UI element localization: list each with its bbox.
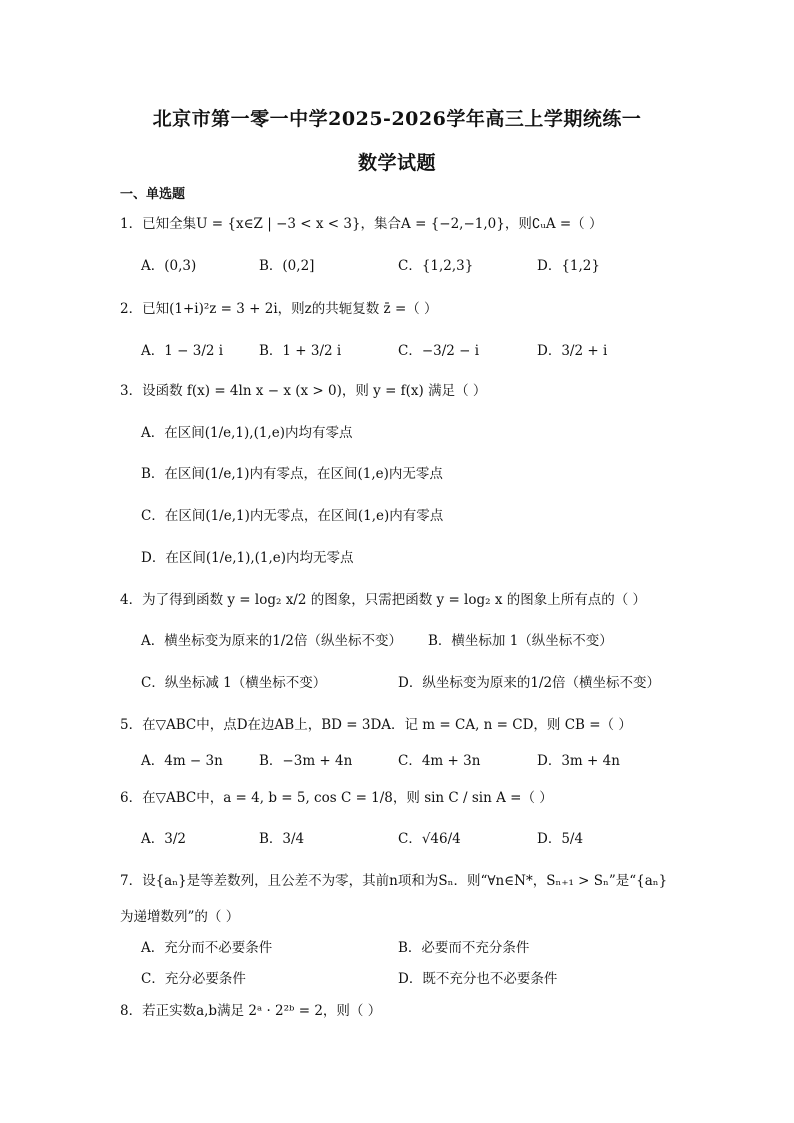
q5-option-c: C．4m + 3n bbox=[398, 753, 481, 769]
q1-option-c: C．{1,2,3} bbox=[398, 258, 474, 274]
question-7-stem-cont: 为递增数列”的（ ） bbox=[120, 909, 240, 925]
q7-option-a: A．充分而不必要条件 bbox=[141, 940, 273, 956]
q2-option-a: A．1 − 3/2 i bbox=[141, 343, 224, 359]
q5-option-a: A．4m − 3n bbox=[141, 753, 223, 769]
q2-option-d: D．3/2 + i bbox=[537, 343, 608, 359]
q5-option-d: D．3m + 4n bbox=[537, 753, 620, 769]
q1-option-a: A．(0,3) bbox=[141, 258, 197, 274]
q5-option-b: B．−3m + 4n bbox=[259, 753, 353, 769]
question-5-stem: 5．在▽ABC中，点D在边AB上，BD = 3DA．记 m = CA, n = CD，则 CB =（ ） bbox=[120, 717, 632, 733]
q3-option-b: B．在区间(1/e,1)内有零点，在区间(1,e)内无零点 bbox=[141, 466, 443, 482]
q7-option-b: B．必要而不充分条件 bbox=[398, 940, 530, 956]
question-8-stem: 8．若正实数a,b满足 2ᵃ · 2²ᵇ = 2，则（ ） bbox=[120, 1003, 382, 1019]
q7-option-d: D．既不充分也不必要条件 bbox=[398, 971, 558, 987]
question-6-stem: 6．在▽ABC中，a = 4, b = 5, cos C = 1/8，则 sin C / sin A =（ ） bbox=[120, 790, 553, 806]
q7-option-c: C．充分必要条件 bbox=[141, 971, 246, 987]
exam-subtitle: 数学试题 bbox=[357, 152, 436, 174]
q4-option-a: A．横坐标变为原来的1/2倍（纵坐标不变） bbox=[141, 633, 402, 649]
question-1-stem: 1．已知全集U = {x∈Z | −3 < x < 3}，集合A = {−2,−1,0}，则∁ᵤA =（ ） bbox=[120, 216, 603, 232]
q1-option-d: D．{1,2} bbox=[537, 258, 600, 274]
question-2-stem: 2．已知(1+i)²z = 3 + 2i，则z的共轭复数 z̄ =（ ） bbox=[120, 301, 438, 317]
q3-option-a: A．在区间(1/e,1),(1,e)内均有零点 bbox=[141, 425, 353, 441]
question-3-stem: 3．设函数 f(x) = 4ln x − x (x > 0)，则 y = f(x) 满足（ ） bbox=[120, 383, 487, 399]
exam-title: 北京市第一零一中学2025-2026学年高三上学期统练一 bbox=[152, 108, 642, 130]
q3-option-d: D．在区间(1/e,1),(1,e)内均无零点 bbox=[141, 550, 354, 566]
q6-option-d: D．5/4 bbox=[537, 831, 584, 847]
q6-option-c: C．√46/4 bbox=[398, 831, 461, 847]
q4-option-c: C．纵坐标减 1（横坐标不变） bbox=[141, 675, 327, 691]
q4-option-d: D．纵坐标变为原来的1/2倍（横坐标不变） bbox=[398, 675, 661, 691]
q4-option-b: B．横坐标加 1（纵坐标不变） bbox=[428, 633, 613, 649]
q3-option-c: C．在区间(1/e,1)内无零点，在区间(1,e)内有零点 bbox=[141, 508, 444, 524]
q2-option-b: B．1 + 3/2 i bbox=[259, 343, 342, 359]
q1-option-b: B．(0,2] bbox=[259, 258, 315, 274]
q6-option-a: A．3/2 bbox=[141, 831, 186, 847]
q2-option-c: C．−3/2 − i bbox=[398, 343, 480, 359]
question-7-stem: 7．设{aₙ}是等差数列，且公差不为零，其前n项和为Sₙ．则“∀n∈N*，Sₙ₊₁ > Sₙ”是“{aₙ} bbox=[120, 873, 668, 889]
q6-option-b: B．3/4 bbox=[259, 831, 305, 847]
question-4-stem: 4．为了得到函数 y = log₂ x/2 的图象，只需把函数 y = log₂ x 的图象上所有点的（ ） bbox=[120, 592, 647, 608]
section-heading: 一、单选题 bbox=[120, 187, 186, 202]
